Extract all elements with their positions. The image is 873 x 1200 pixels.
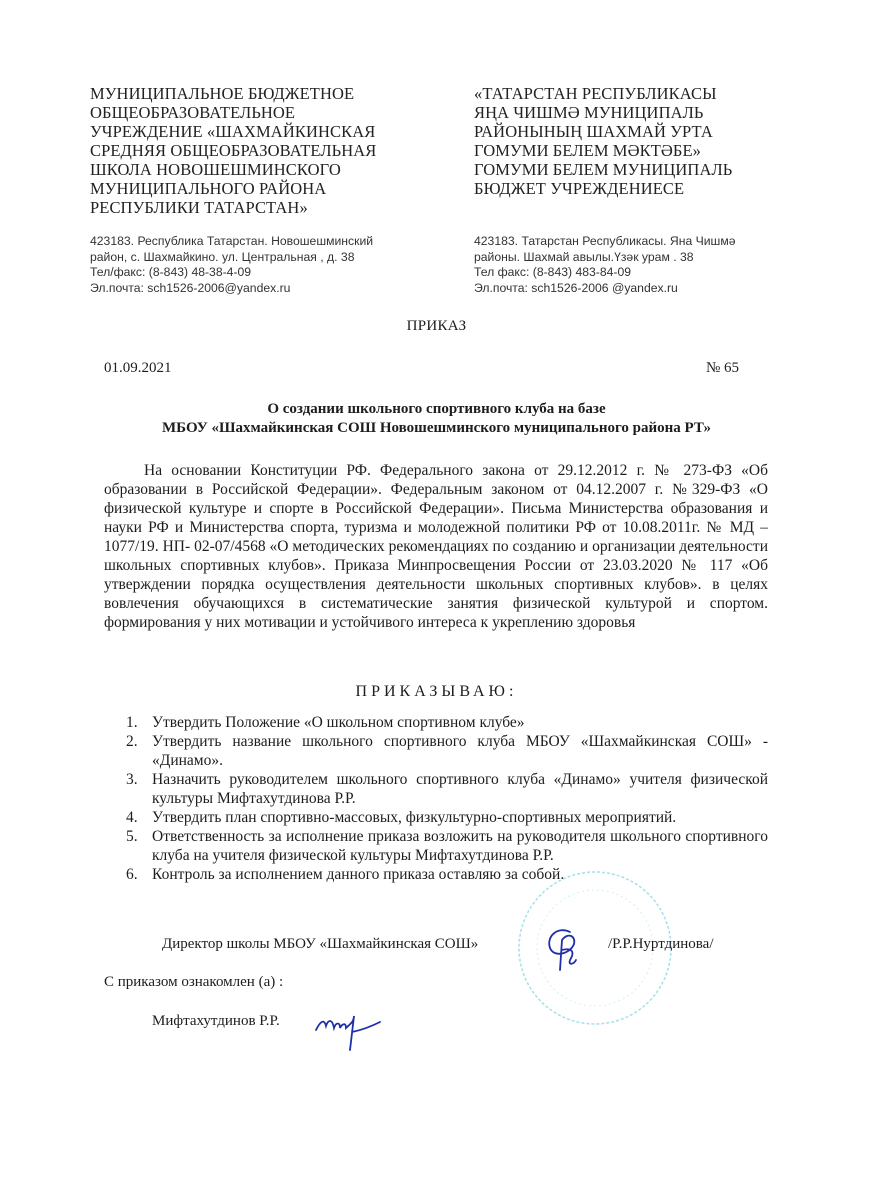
subject-line: МБОУ «Шахмайкинская СОШ Новошешминского муниципального района РТ» [161,420,712,436]
org-line: «ТАТАРСТАН РЕСПУБЛИКАСЫ [474,84,717,103]
item-text: Утвердить Положение «О школьном спортивном клубе» [152,714,525,731]
director-title: Директор школы МБОУ «Шахмайкинская СОШ» [162,936,479,952]
org-line: ЯҢА ЧИШМӘ МУНИЦИПАЛЬ [474,103,704,122]
document-number: № 65 [706,360,740,376]
item-number: 1. [126,714,138,731]
order-item [104,713,768,732]
director-signature-icon [540,920,590,980]
item-number: 6. [126,866,138,883]
org-line: ГОМУМИ БЕЛЕМ МУНИЦИПАЛЬ [474,160,733,179]
preamble-paragraph: На основании Конституции РФ. Федерального закона от 29.12.2012 г. № 273-ФЗ «Об образовании в Российской Федерации». Федеральным законом от 04.12.2007 г. №329-ФЗ «О физической культуре и спорте в Российской Федерации». Письма Министерства образования и науки РФ и Министерства спорта, туризма и молодежной политики РФ от 10.08.2011г. № МД – 1077/19. НП- 02-07/4568 «О методических рекомендациях по созданию и организации деятельности школьных спортивных клубов». Приказа Минпросвещения России от 23.03.2020 № 117 «Об утверждении порядка осуществления деятельности школьных спортивных клубов». в целях вовлечения обучающихся в систематические занятия физической культурой и спортом. формирования у них мотивации и устойчивого интереса к укреплению здоровья [104,462,768,631]
order-item [104,770,768,808]
address-line: Тел факс: (8-843) 483-84-09 [474,265,632,279]
address-line: 423183. Республика Татарстан. Новошешминский [90,234,374,248]
org-line: РАЙОНЫНЫҢ ШАХМАЙ УРТА [474,122,713,141]
document-type-title: ПРИКАЗ [406,318,467,334]
header-right-address [474,234,736,296]
preamble [104,461,768,632]
address-line: Эл.почта: sch1526-2006@yandex.ru [90,280,291,295]
item-number: 5. [126,828,138,845]
item-text: Утвердить название школьного спортивного клуба МБОУ «Шахмайкинская СОШ» - «Динамо». [152,733,768,769]
org-line: БЮДЖЕТ УЧРЕЖДЕНИЕСЕ [474,179,685,198]
address-line: районы. Шахмай авылы.Үзәк урам . 38 [474,249,694,264]
item-text: Назначить руководителем школьного спортивного клуба «Динамо» учителя физической культуры Мифтахутдинова Р.Р. [152,771,768,807]
org-line: УЧРЕЖДЕНИЕ «ШАХМАЙКИНСКАЯ [90,122,376,141]
document-subject [0,400,873,438]
org-line: РЕСПУБЛИКИ ТАТАРСТАН» [90,198,308,217]
subject-line: О создании школьного спортивного клуба на базе [267,401,606,417]
document-date: 01.09.2021 [104,360,172,376]
org-line: СРЕДНЯЯ ОБЩЕОБРАЗОВАТЕЛЬНАЯ [90,141,377,160]
address-line: Эл.почта: sch1526-2006 @yandex.ru [474,280,678,295]
acknowledged-name: Мифтахутдинов Р.Р. [152,1013,280,1029]
org-line: МУНИЦИПАЛЬНОГО РАЙОНА [90,179,327,198]
order-items [104,713,768,884]
item-text: Контроль за исполнением данного приказа оставляю за собой. [152,866,565,883]
address-line: 423183. Татарстан Республикасы. Яна Чишмә [474,234,736,248]
teacher-signature-icon [310,1000,390,1060]
acknowledged-label: С приказом ознакомлен (а) : [104,974,284,990]
header-left-org [90,84,376,217]
order-item [104,732,768,770]
director-name: /Р.Р.Нуртдинова/ [608,936,714,952]
address-line: район, с. Шахмайкино. ул. Центральная , д. 38 [90,249,355,264]
order-word: ПРИКАЗЫВАЮ: [355,683,518,700]
header-left-address [90,234,373,296]
org-line: ШКОЛА НОВОШЕШМИНСКОГО [90,160,341,179]
org-line: ОБЩЕОБРАЗОВАТЕЛЬНОЕ [90,103,296,122]
address-line: Тел/факс: (8-843) 48-38-4-09 [90,265,252,279]
item-text: Утвердить план спортивно-массовых, физкультурно-спортивных мероприятий. [152,809,677,826]
order-item [104,827,768,865]
item-text: Ответственность за исполнение приказа возложить на руководителя школьного спортивного клуба на учителя физической культуры Мифтахутдинова Р.Р. [152,828,768,864]
order-item [104,808,768,827]
item-number: 4. [126,809,138,826]
org-line: МУНИЦИПАЛЬНОЕ БЮДЖЕТНОЕ [90,84,355,103]
header-right-org [474,84,732,198]
item-number: 3. [126,771,138,788]
item-number: 2. [126,733,138,750]
org-line: ГОМУМИ БЕЛЕМ МӘКТӘБЕ» [474,141,702,160]
